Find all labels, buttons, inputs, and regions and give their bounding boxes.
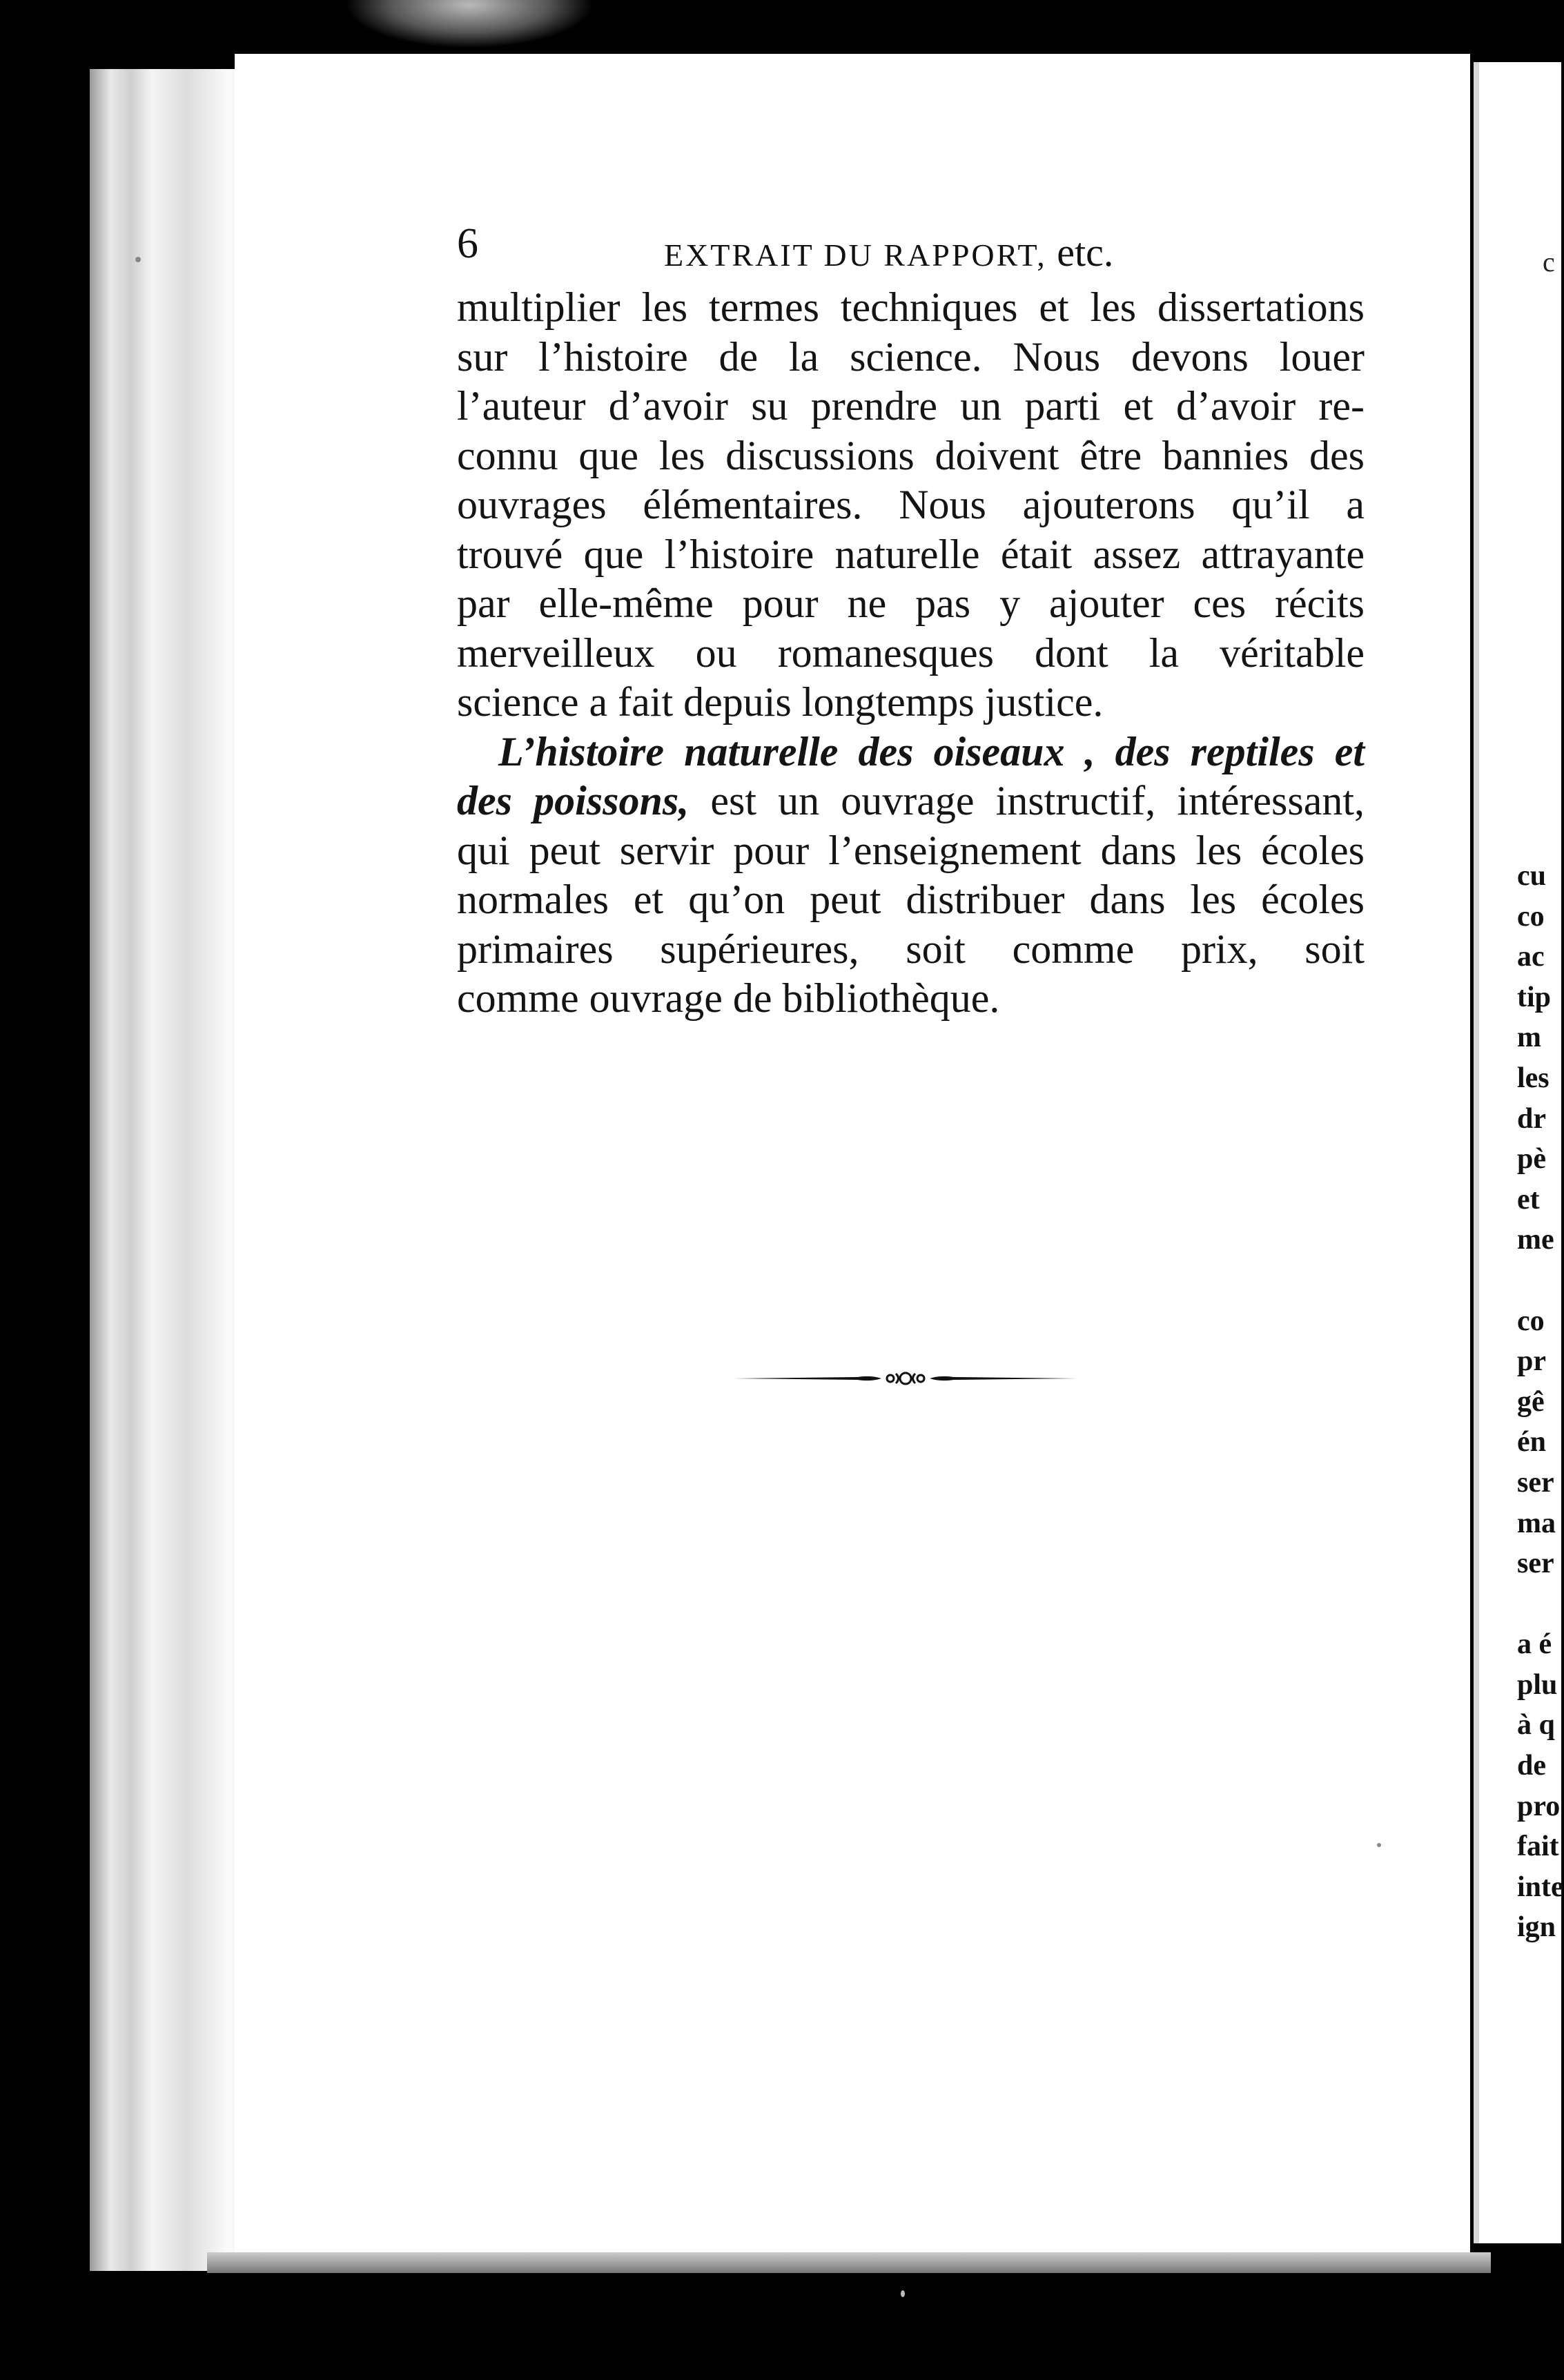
facing-line: les xyxy=(1517,1062,1550,1094)
text-line: primaires supérieures, soit comme prix, soit xyxy=(457,926,1365,972)
text-line: l’auteur d’avoir su prendre un parti et d’avoir re- xyxy=(457,383,1365,429)
text-line: qui peut servir pour l’enseignement dans les écoles xyxy=(457,827,1365,873)
text-line: comme ouvrage de bibliothèque. xyxy=(457,975,1000,1021)
running-head xyxy=(664,229,1113,275)
facing-line: co xyxy=(1517,1305,1545,1337)
scan-speck xyxy=(135,257,141,262)
page-bottom-edge xyxy=(207,2252,1491,2273)
paragraph-2 xyxy=(457,728,1365,1024)
facing-line: cu xyxy=(1517,860,1546,892)
facing-line: ser xyxy=(1517,1548,1554,1580)
text-line xyxy=(457,777,1365,826)
facing-line: ac xyxy=(1517,941,1545,973)
page-number: 6 xyxy=(457,220,478,267)
facing-line: de xyxy=(1517,1750,1546,1782)
facing-line: én xyxy=(1517,1426,1546,1459)
facing-page-fragment: c xyxy=(1543,246,1555,277)
text-line: multiplier les termes techniques et les dissertations xyxy=(457,284,1365,330)
facing-line: tip xyxy=(1517,981,1552,1013)
page-header xyxy=(457,220,1368,282)
facing-line xyxy=(1517,1584,1556,1625)
facing-line: co xyxy=(1517,900,1545,933)
facing-line: et xyxy=(1517,1183,1540,1216)
facing-line: a é xyxy=(1517,1628,1552,1661)
text-line: sur l’histoire de la science. Nous devons louer xyxy=(457,333,1365,380)
facing-line: dr xyxy=(1517,1102,1546,1135)
facing-page-text xyxy=(1517,856,1564,1948)
scan-speck xyxy=(901,2290,905,2297)
text-line: normales et qu’on peut distribuer dans les écoles xyxy=(457,877,1365,922)
facing-line: me xyxy=(1517,1224,1554,1256)
running-head-text: EXTRAIT DU RAPPORT, xyxy=(664,237,1047,273)
facing-line xyxy=(1517,1260,1556,1301)
facing-line: pè xyxy=(1517,1143,1546,1176)
facing-line: pro xyxy=(1517,1790,1561,1822)
text-line-rest: est un ouvrage instructif, intéressant, xyxy=(689,778,1365,823)
text-line: trouvé que l’histoire naturelle était assez attrayante xyxy=(457,531,1365,577)
facing-line: à q xyxy=(1517,1709,1555,1742)
binding-scrap xyxy=(345,0,594,48)
text-line: par elle-même pour ne pas y ajouter ces récits xyxy=(457,581,1365,626)
text-line: merveilleux ou romanesques dont la véritable xyxy=(457,630,1365,676)
facing-line: inte xyxy=(1517,1871,1564,1903)
text-line: ouvrages élémentaires. Nous ajouterons qu’il a xyxy=(457,482,1365,527)
facing-line: pr xyxy=(1517,1345,1546,1378)
scan-speck xyxy=(1377,1843,1381,1847)
facing-line: m xyxy=(1517,1022,1541,1054)
ornament-divider xyxy=(733,1368,1078,1389)
text-line: connu que les discussions doivent être bannies des xyxy=(457,432,1365,478)
facing-line: plu xyxy=(1517,1668,1558,1701)
text-line: science a fait depuis longtemps justice. xyxy=(457,679,1104,725)
running-head-etc: etc. xyxy=(1057,230,1114,275)
facing-line: gê xyxy=(1517,1385,1545,1418)
paragraph-1 xyxy=(457,283,1365,728)
body-text xyxy=(457,283,1365,1024)
book-title-end: des poissons, xyxy=(457,778,690,823)
facing-line: ign xyxy=(1517,1911,1556,1944)
facing-line: ser xyxy=(1517,1466,1554,1499)
facing-line: ma xyxy=(1517,1507,1556,1539)
facing-line: fait xyxy=(1517,1831,1559,1863)
book-title-line: L’histoire naturelle des oiseaux , des reptiles et xyxy=(498,728,1365,774)
